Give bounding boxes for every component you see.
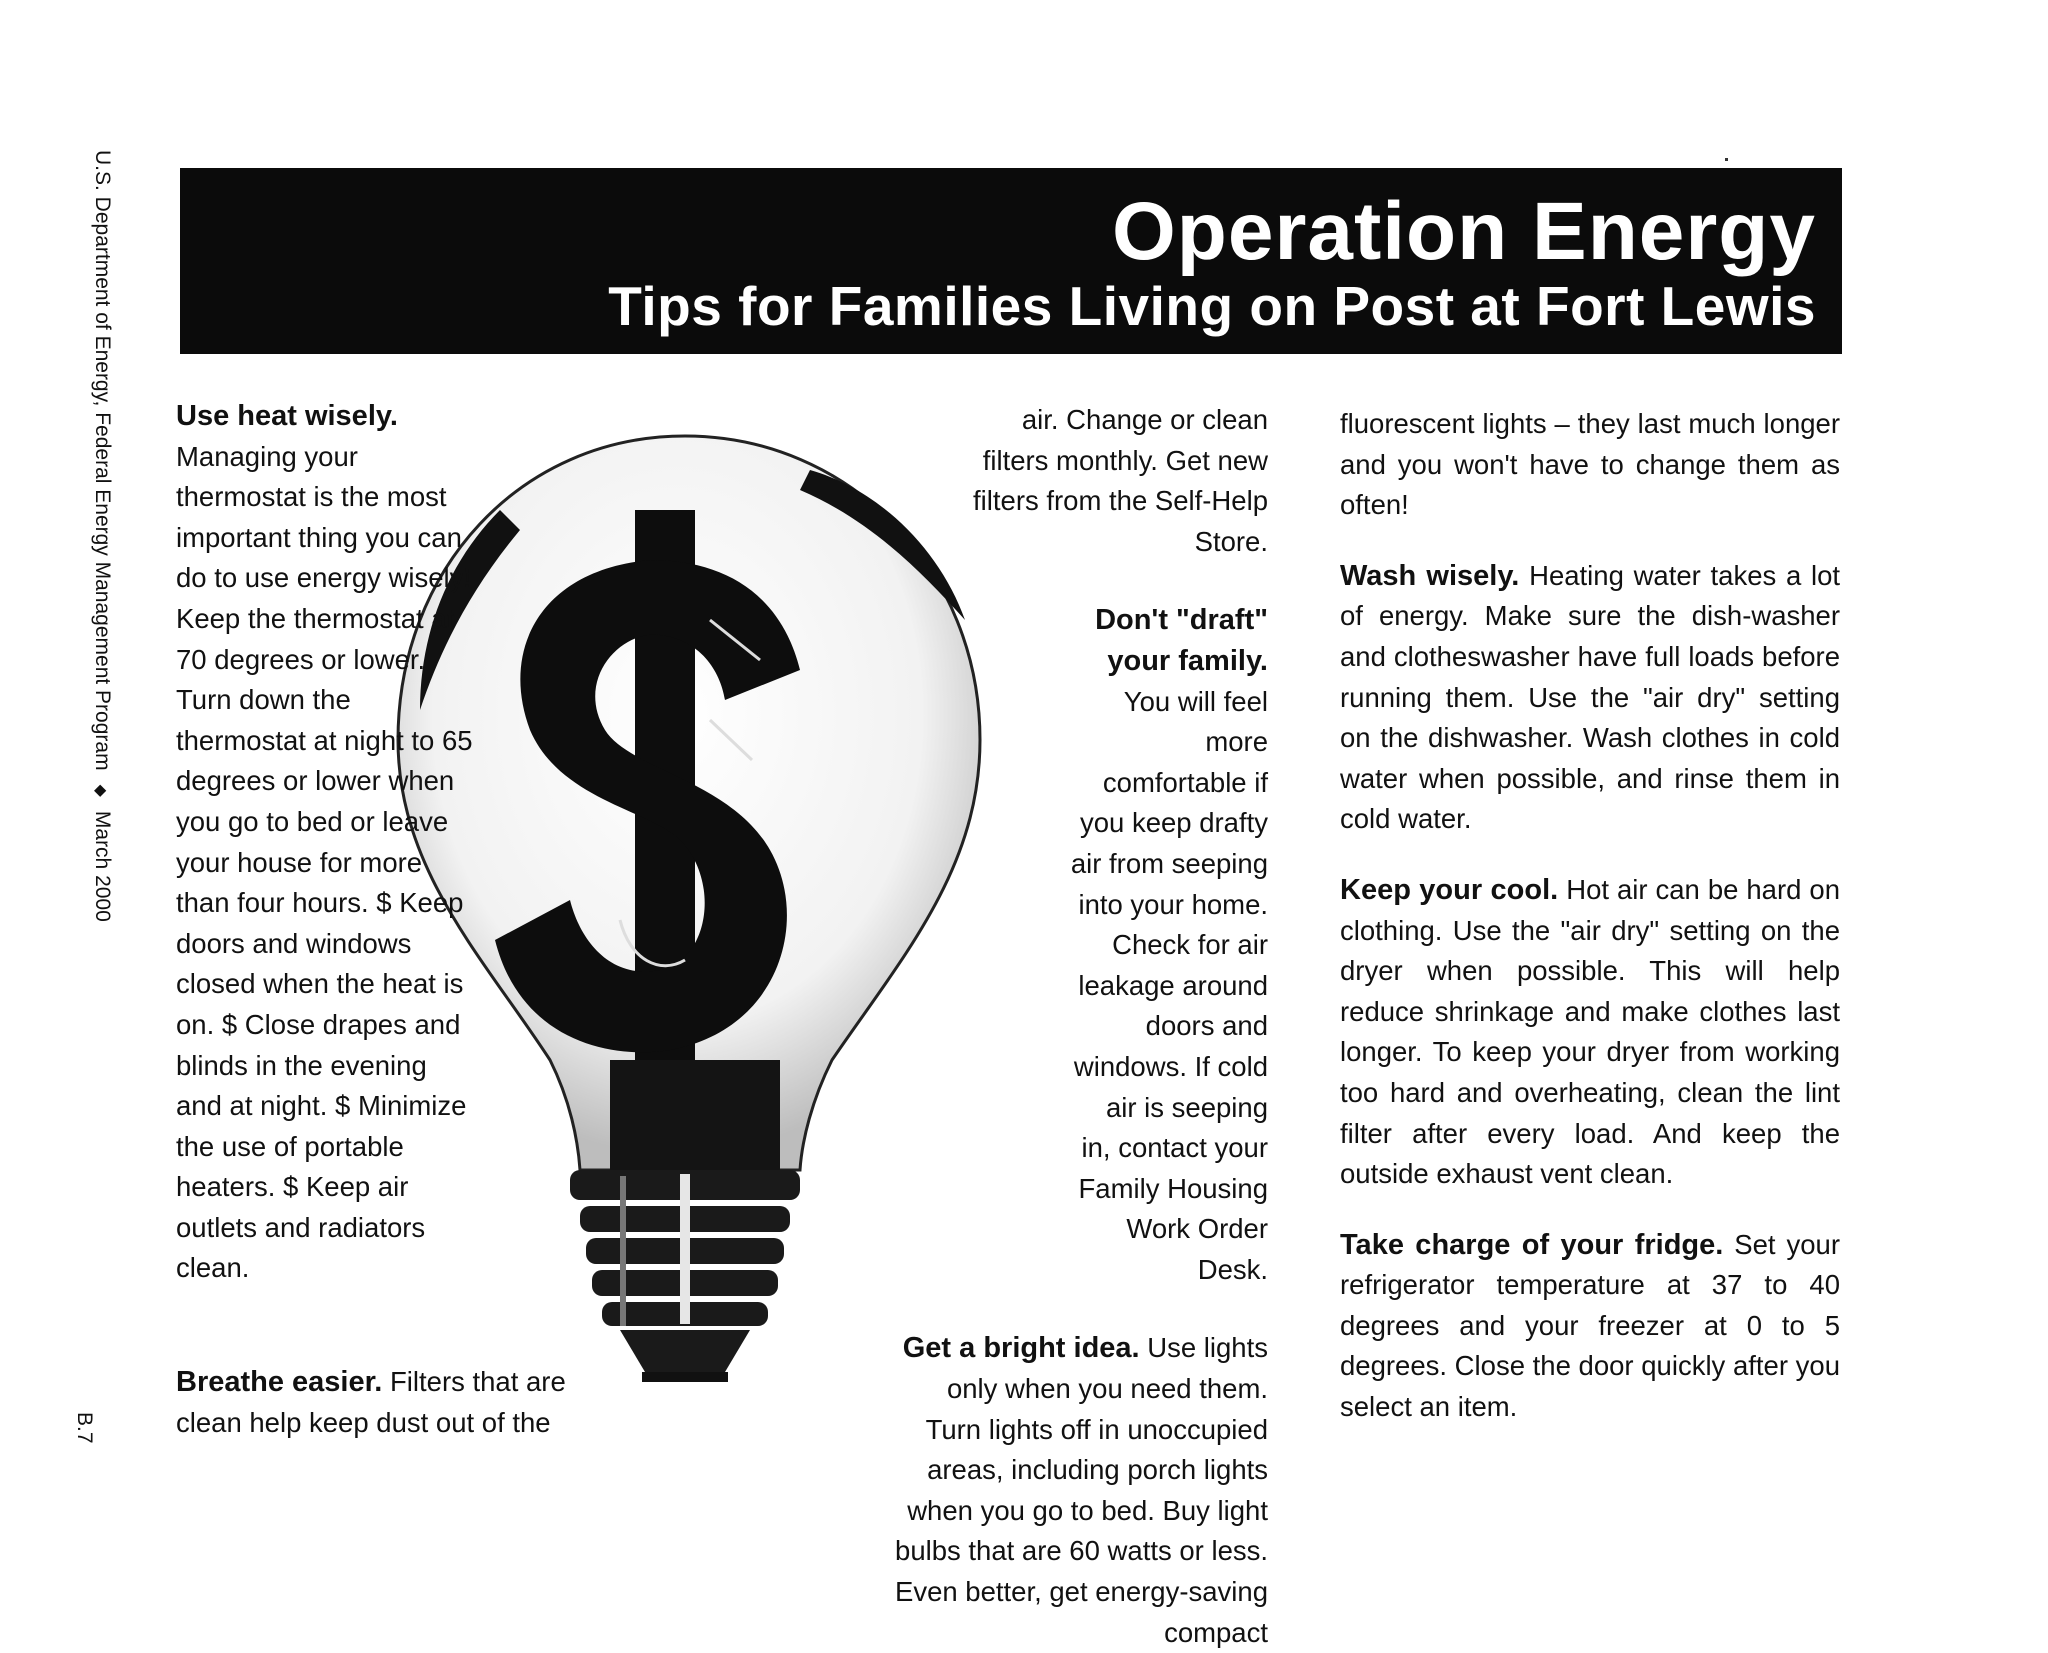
- tip-wash-heading: Wash wisely.: [1340, 559, 1520, 592]
- breathe-block: [176, 1362, 596, 1443]
- page-subtitle: Tips for Families Living on Post at Fort Lewis: [608, 275, 1816, 337]
- department-label: U.S. Department of Energy, Federal Energy Management Program: [91, 150, 114, 771]
- tip-draft-heading: Don't "draft" your family.: [1095, 604, 1268, 677]
- tip-heat-body: Managing your thermostat is the most important thing you can do to use energy wisely! Keep the thermostat at 70 degrees or lower. Turn down the thermostat at night to 65 degrees or lower when you go to bed or leave your house for more than four hours. $ Keep doors and windows closed when the heat is on. $ Close drapes and blinds in the evening and at night. $ Minimize the use of portable heaters. $ Keep air outlets and radiators clean.: [176, 440, 473, 1284]
- tip-heat: [176, 396, 476, 1289]
- tip-breathe-body: Filters that are clean help keep dust out of the: [176, 1366, 566, 1438]
- tip-cool-body: Hot air can be hard on clothing. Use the "air dry" setting on the dryer when possible. This will help reduce shrinkage and make clothes last longer. To keep your dryer from working too hard and overheating, clean the lint filter after every load. And keep the outside exhaust vent clean.: [1340, 873, 1840, 1190]
- tip-breathe: [176, 1362, 596, 1443]
- tip-draft-body: You will feel more comfortable if you keep drafty air from seeping into your home. Check for air leakage around doors and windows. If cold air is seeping in, contact your Family Housing Work Order Desk.: [1070, 685, 1268, 1285]
- column-2: [800, 400, 1268, 1653]
- tip-breathe-continued: air. Change or clean filters monthly. Get new filters from the Self-Help Store.: [973, 404, 1268, 557]
- tip-bright-body: Use lights only when you need them. Turn lights off in unoccupied areas, including porch lights when you go to bed. Buy light bulbs that are 60 watts or less. Even better, get energy-saving compact: [894, 1332, 1268, 1648]
- tip-bright-heading: Get a bright idea.: [902, 1332, 1140, 1365]
- page-title: Operation Energy: [1111, 186, 1816, 277]
- separator-diamond: ◆: [92, 784, 109, 797]
- tip-bright-continued: fluorescent lights – they last much longer and you won't have to change them as often!: [1340, 408, 1840, 521]
- column-1: [176, 396, 596, 1289]
- title-banner: [180, 168, 1842, 354]
- page-number: B.7: [73, 1412, 96, 1444]
- document-source-label: [90, 150, 114, 922]
- tip-breathe-heading: Breathe easier.: [176, 1366, 383, 1398]
- print-speck: [1725, 158, 1728, 161]
- tip-cool-heading: Keep your cool.: [1340, 873, 1559, 906]
- tip-fridge-body: Set your refrigerator temperature at 37 to 40 degrees and your freezer at 0 to 5 degrees. Close the door quickly after you select an item.: [1340, 1228, 1840, 1423]
- tip-wash: [1340, 556, 1840, 840]
- tip-fridge: [1340, 1225, 1840, 1428]
- tip-draft: [1070, 600, 1268, 1290]
- tip-heat-heading: Use heat wisely.: [176, 400, 398, 432]
- tip-bright: [890, 1328, 1268, 1653]
- tip-wash-body: Heating water takes a lot of energy. Make sure the dish-washer and clotheswasher have full loads before running them. Use the "air dry" setting on the dishwasher. Wash clothes in cold water when possible, and rinse them in cold water.: [1340, 559, 1840, 835]
- tip-fridge-heading: Take charge of your fridge.: [1340, 1228, 1724, 1261]
- date-label: March 2000: [91, 810, 114, 922]
- tip-cool: [1340, 870, 1840, 1195]
- column-3: [1340, 404, 1840, 1428]
